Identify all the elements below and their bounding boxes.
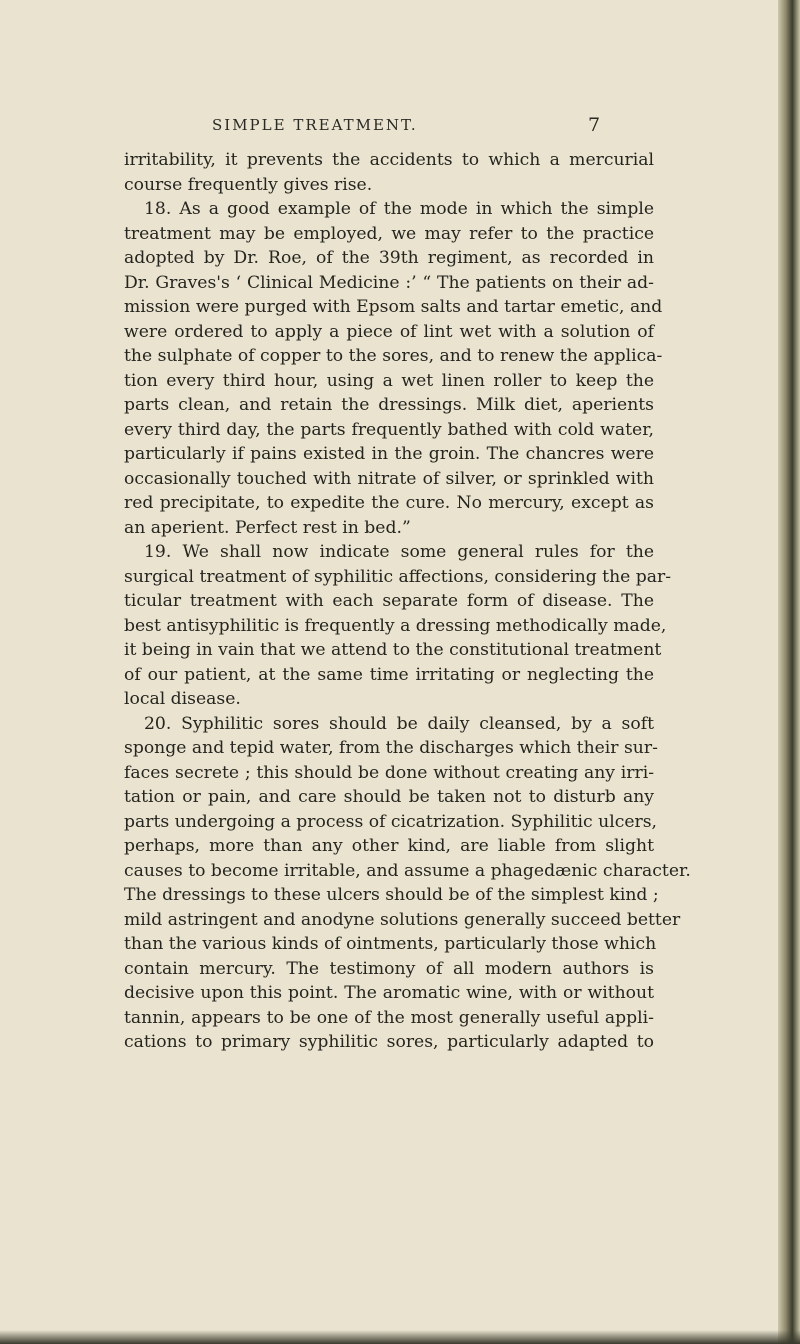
text-line: parts clean, and retain the dressings. Milk diet, aperients — [124, 395, 654, 415]
text-line: than the various kinds of ointments, particularly those which — [124, 934, 657, 954]
text-line: mild astringent and anodyne solutions generally succeed better — [124, 909, 681, 930]
bottom-shadow — [0, 1330, 800, 1344]
text-line: tation or pain, and care should be taken not to disturb any — [124, 787, 654, 807]
text-line: of our patient, at the same time irritating or neglecting the — [124, 664, 654, 685]
page-number: 7 — [588, 114, 601, 136]
text-line: surgical treatment of syphilitic affections, considering the par- — [124, 566, 672, 587]
text-line: 20. Syphilitic sores should be daily cleansed, by a soft — [144, 713, 654, 734]
text-line: tannin, appears to be one of the most generally useful appli- — [124, 1007, 654, 1028]
text-line: decisive upon this point. The aromatic wine, with or without — [124, 983, 654, 1003]
body-text — [124, 148, 691, 1055]
text-line: The dressings to these ulcers should be of the simplest kind ; — [124, 885, 659, 905]
text-line: every third day, the parts frequently bathed with cold water, — [124, 419, 654, 440]
running-head: SIMPLE TREATMENT. — [212, 116, 418, 134]
text-line: local disease. — [124, 689, 241, 709]
text-line: mission were purged with Epsom salts and tartar emetic, and — [124, 297, 663, 317]
text-line: perhaps, more than any other kind, are liable from slight — [124, 836, 654, 856]
text-line: ticular treatment with each separate form of disease. The — [124, 591, 654, 611]
text-line: tion every third hour, using a wet linen roller to keep the — [124, 370, 654, 391]
text-line: best antisyphilitic is frequently a dressing methodically made, — [124, 615, 667, 636]
text-line: treatment may be employed, we may refer to the practice — [124, 223, 654, 244]
text-line: it being in vain that we attend to the constitutional treatment — [124, 640, 662, 660]
text-line: occasionally touched with nitrate of silver, or sprinkled with — [124, 468, 654, 489]
text-line: cations to primary syphilitic sores, particularly adapted to — [124, 1032, 654, 1052]
text-line: the sulphate of copper to the sores, and to renew the applica- — [124, 346, 663, 366]
text-line: an aperient. Perfect rest in bed.” — [124, 517, 411, 538]
text-line: Dr. Graves's ‘ Clinical Medicine :’ “ The patients on their ad- — [124, 272, 654, 293]
text-line: were ordered to apply a piece of lint wet with a solution of — [124, 321, 654, 342]
text-line: course frequently gives rise. — [124, 174, 373, 195]
text-line: irritability, it prevents the accidents to which a mercurial — [124, 150, 654, 170]
text-line: particularly if pains existed in the groin. The chancres were — [124, 444, 654, 464]
text-line: causes to become irritable, and assume a phagedænic character. — [124, 860, 691, 881]
text-line: contain mercury. The testimony of all modern authors is — [124, 958, 654, 979]
text-line: 19. We shall now indicate some general rules for the — [144, 542, 654, 562]
text-line: 18. As a good example of the mode in which the simple — [144, 199, 654, 219]
text-line: faces secrete ; this should be done without creating any irri- — [124, 762, 654, 783]
text-line: adopted by Dr. Roe, of the 39th regiment, as recorded in — [124, 248, 654, 268]
page-edge — [778, 0, 800, 1344]
page-header — [0, 116, 800, 146]
text-line: parts undergoing a process of cicatrization. Syphilitic ulcers, — [124, 811, 657, 832]
text-line: red precipitate, to expedite the cure. No mercury, except as — [124, 493, 654, 513]
text-line: sponge and tepid water, from the discharges which their sur- — [124, 738, 658, 758]
